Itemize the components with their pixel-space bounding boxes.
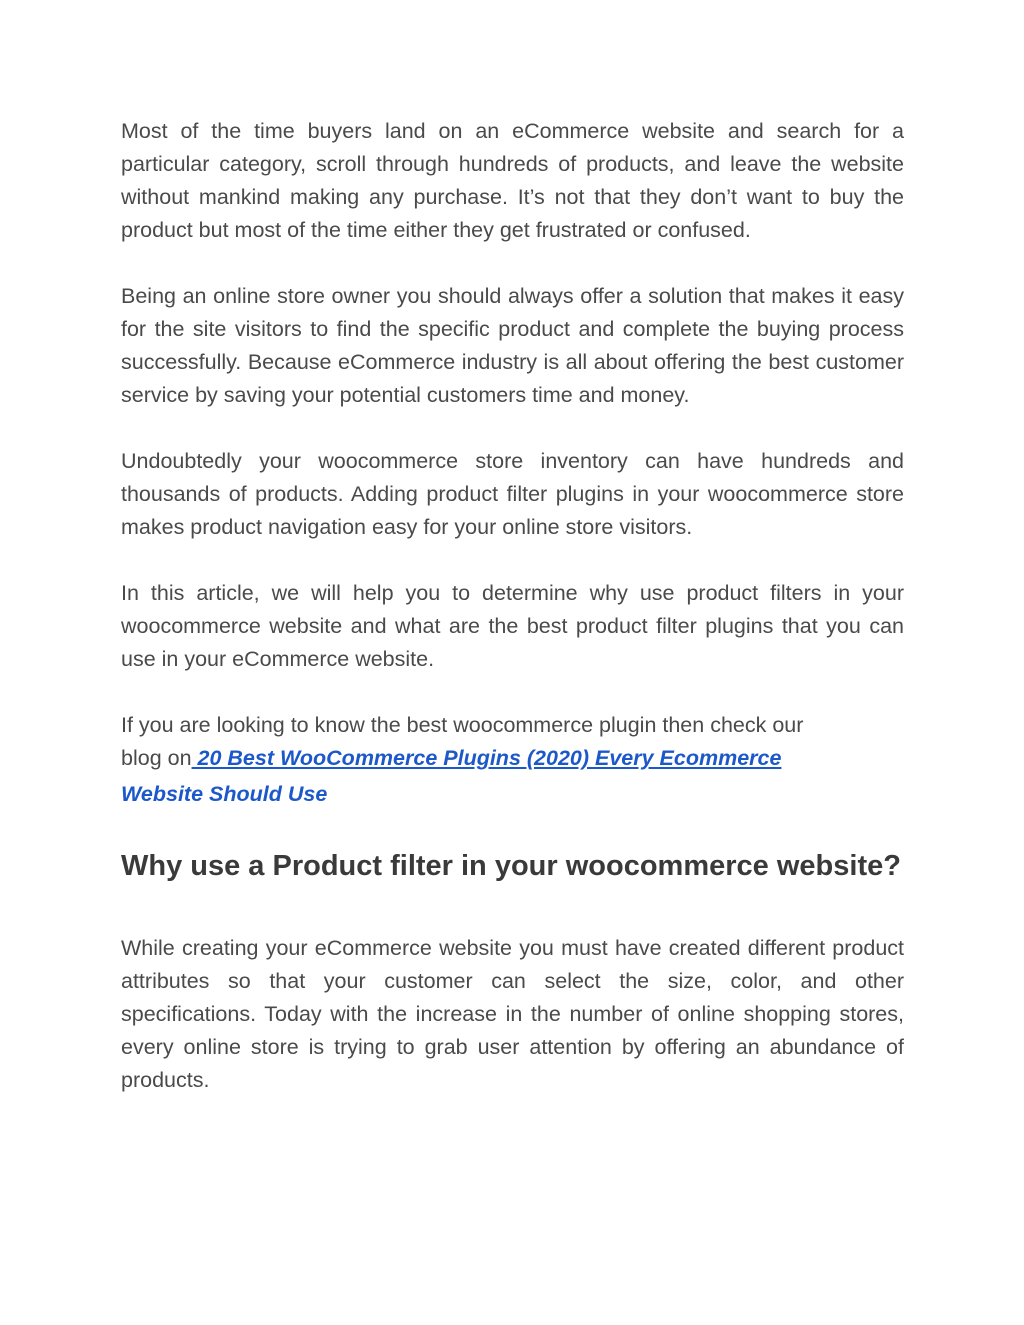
document-page (121, 115, 904, 1130)
blog-reference-text: If you are looking to know the best woocommerce plugin then check our (121, 713, 804, 737)
paragraph-blog-reference (121, 709, 904, 811)
blog-link[interactable] (121, 746, 781, 806)
paragraph-inventory: Undoubtedly your woocommerce store inventory can have hundreds and thousands of products. Adding product filter plugins in your woocommerce store makes product navigation easy for your online store visitors. (121, 449, 904, 539)
paragraph-product-attributes: While creating your eCommerce website you must have created different product attributes so that your customer can select the size, color, and other specifications. Today with the increase in the number of online shopping stores, every online store is trying to grab user attention by offering an abundance of products. (121, 936, 904, 1092)
paragraph-article-purpose: In this article, we will help you to determine why use product filters in your woocommerce website and what are the best product filter plugins that you can use in your eCommerce website. (121, 581, 904, 671)
blog-reference-prefix: blog on (121, 746, 192, 770)
blog-link-text-line2: Website Should Use (121, 782, 328, 806)
blog-link-text-line1: 20 Best WooCommerce Plugins (2020) Every Ecommerce (191, 746, 782, 770)
paragraph-store-owner: Being an online store owner you should always offer a solution that makes it easy for the site visitors to find the specific product and complete the buying process successfully. Because eCommerce industry is all about offering the best customer service by saving your potential customers time and money. (121, 284, 904, 407)
paragraph-intro: Most of the time buyers land on an eCommerce website and search for a particular category, scroll through hundreds of products, and leave the website without mankind making any purchase. It’s not that they don’t want to buy the product but most of the time either they get frustrated or confused. (121, 119, 904, 242)
section-heading: Why use a Product filter in your woocommerce website? (121, 850, 901, 882)
